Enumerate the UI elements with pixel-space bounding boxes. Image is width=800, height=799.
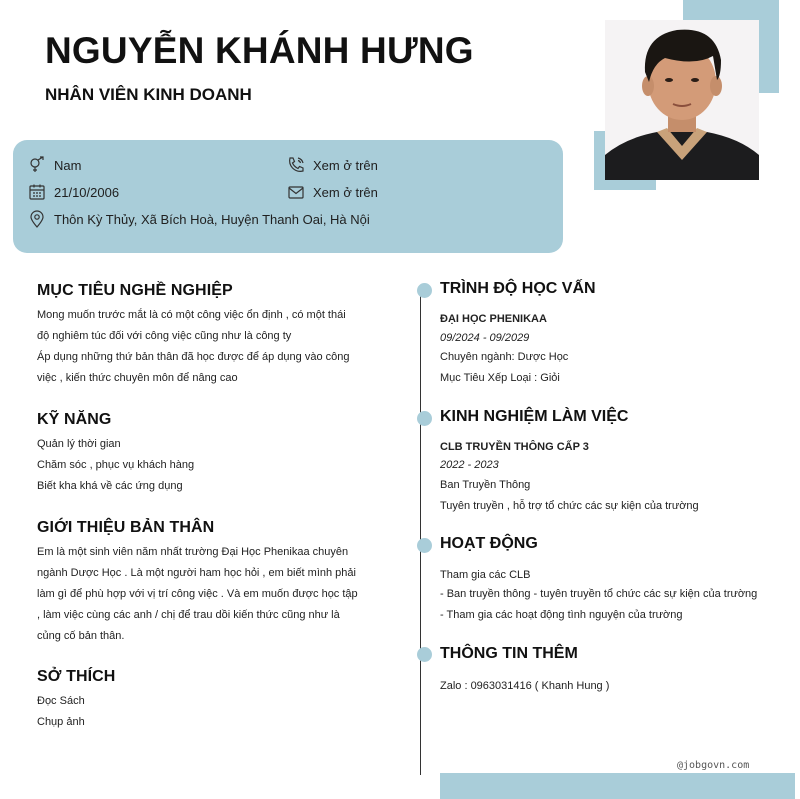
about-text xyxy=(37,542,360,647)
experience-org: CLB TRUYỀN THÔNG CẤP 3 xyxy=(440,441,589,453)
extra-zalo: Zalo : 0963031416 ( Khanh Hung ) xyxy=(440,680,610,692)
objective-line: Áp dụng những thứ bản thân đã học được để áp dụng vào công xyxy=(37,351,350,363)
gender-icon xyxy=(28,156,46,174)
education-period: 09/2024 - 09/2029 xyxy=(440,332,530,344)
objective-line: Mong muốn trước mắt là có một công việc ổn định , có một thái xyxy=(37,309,346,321)
education-major: Chuyên ngành: Dược Học xyxy=(440,351,569,363)
skills-title: KỸ NĂNG xyxy=(37,411,112,428)
address-value: Thôn Kỳ Thủy, Xã Bích Hoà, Huyện Thanh Oai, Hà Nội xyxy=(54,211,370,227)
calendar-icon xyxy=(28,183,46,201)
contact-email xyxy=(287,183,378,201)
timeline-line xyxy=(420,290,421,775)
extra-title: THÔNG TIN THÊM xyxy=(440,645,578,662)
hobby-item: Đọc Sách xyxy=(37,695,85,707)
decor-block-bottom xyxy=(440,773,795,799)
activity-line: - Tham gia các hoạt động tình nguyện của trường xyxy=(440,609,683,621)
hobbies-title: SỞ THÍCH xyxy=(37,668,116,685)
objective-text xyxy=(37,305,360,389)
experience-role: Ban Truyền Thông xyxy=(440,479,531,491)
timeline-dot xyxy=(417,283,432,298)
skills-list xyxy=(37,434,360,497)
contact-birthdate xyxy=(28,183,119,201)
about-line: , làm việc cùng các anh / chị để trau dồi kiến thức cũng như là xyxy=(37,609,340,621)
candidate-name: NGUYỄN KHÁNH HƯNG xyxy=(45,30,474,71)
activity-line: Tham gia các CLB xyxy=(440,569,531,581)
skill-item: Biết kha khá về các ứng dụng xyxy=(37,480,183,492)
objective-line: độ nghiêm túc đối với công việc cũng như là công ty xyxy=(37,330,292,342)
skill-item: Quản lý thời gian xyxy=(37,438,121,450)
skill-item: Chăm sóc , phục vụ khách hàng xyxy=(37,459,195,471)
birthdate-value: 21/10/2006 xyxy=(54,184,120,200)
timeline-dot xyxy=(417,411,432,426)
email-value: Xem ở trên xyxy=(313,184,378,200)
about-line: Em là một sinh viên năm nhất trường Đại Học Phenikaa chuyên xyxy=(37,546,349,558)
gender-value: Nam xyxy=(54,157,82,173)
timeline-dot xyxy=(417,538,432,553)
profile-photo xyxy=(605,20,759,180)
about-line: làm gì để phù hợp với vị trí công việc . Và em muốn được học tập xyxy=(37,588,358,600)
about-line: ngành Dược Học . Là một người ham học hỏi , em biết mình phải xyxy=(37,567,356,579)
education-title: TRÌNH ĐỘ HỌC VẤN xyxy=(440,280,596,297)
education-goal: Mục Tiêu Xếp Loại : Giỏi xyxy=(440,372,560,384)
experience-desc: Tuyên truyền , hỗ trợ tổ chức các sự kiện của trường xyxy=(440,500,699,512)
objective-title: MỤC TIÊU NGHỀ NGHIỆP xyxy=(37,282,233,299)
phone-value: Xem ở trên xyxy=(313,157,378,173)
experience-period: 2022 - 2023 xyxy=(440,459,499,471)
objective-line: việc , kiến thức chuyên môn để nâng cao xyxy=(37,372,238,384)
about-line: củng cố bản thân. xyxy=(37,630,125,642)
phone-icon xyxy=(287,156,305,174)
about-title: GIỚI THIỆU BẢN THÂN xyxy=(37,519,215,536)
education-school: ĐẠI HỌC PHENIKAA xyxy=(440,313,547,325)
hobbies-list xyxy=(37,691,360,733)
contact-gender xyxy=(28,156,81,174)
job-title: NHÂN VIÊN KINH DOANH xyxy=(45,85,252,104)
contact-phone xyxy=(287,156,378,174)
hobby-item: Chụp ảnh xyxy=(37,716,85,728)
timeline-dot xyxy=(417,647,432,662)
email-icon xyxy=(287,183,305,201)
activities-title: HOẠT ĐỘNG xyxy=(440,535,538,552)
watermark: @jobgovn.com xyxy=(677,760,750,771)
location-icon xyxy=(28,210,46,228)
activity-line: - Ban truyền thông - tuyên truyền tổ chức các sự kiện của trường xyxy=(440,588,758,600)
experience-title: KINH NGHIỆM LÀM VIỆC xyxy=(440,408,629,425)
contact-address xyxy=(28,210,370,228)
